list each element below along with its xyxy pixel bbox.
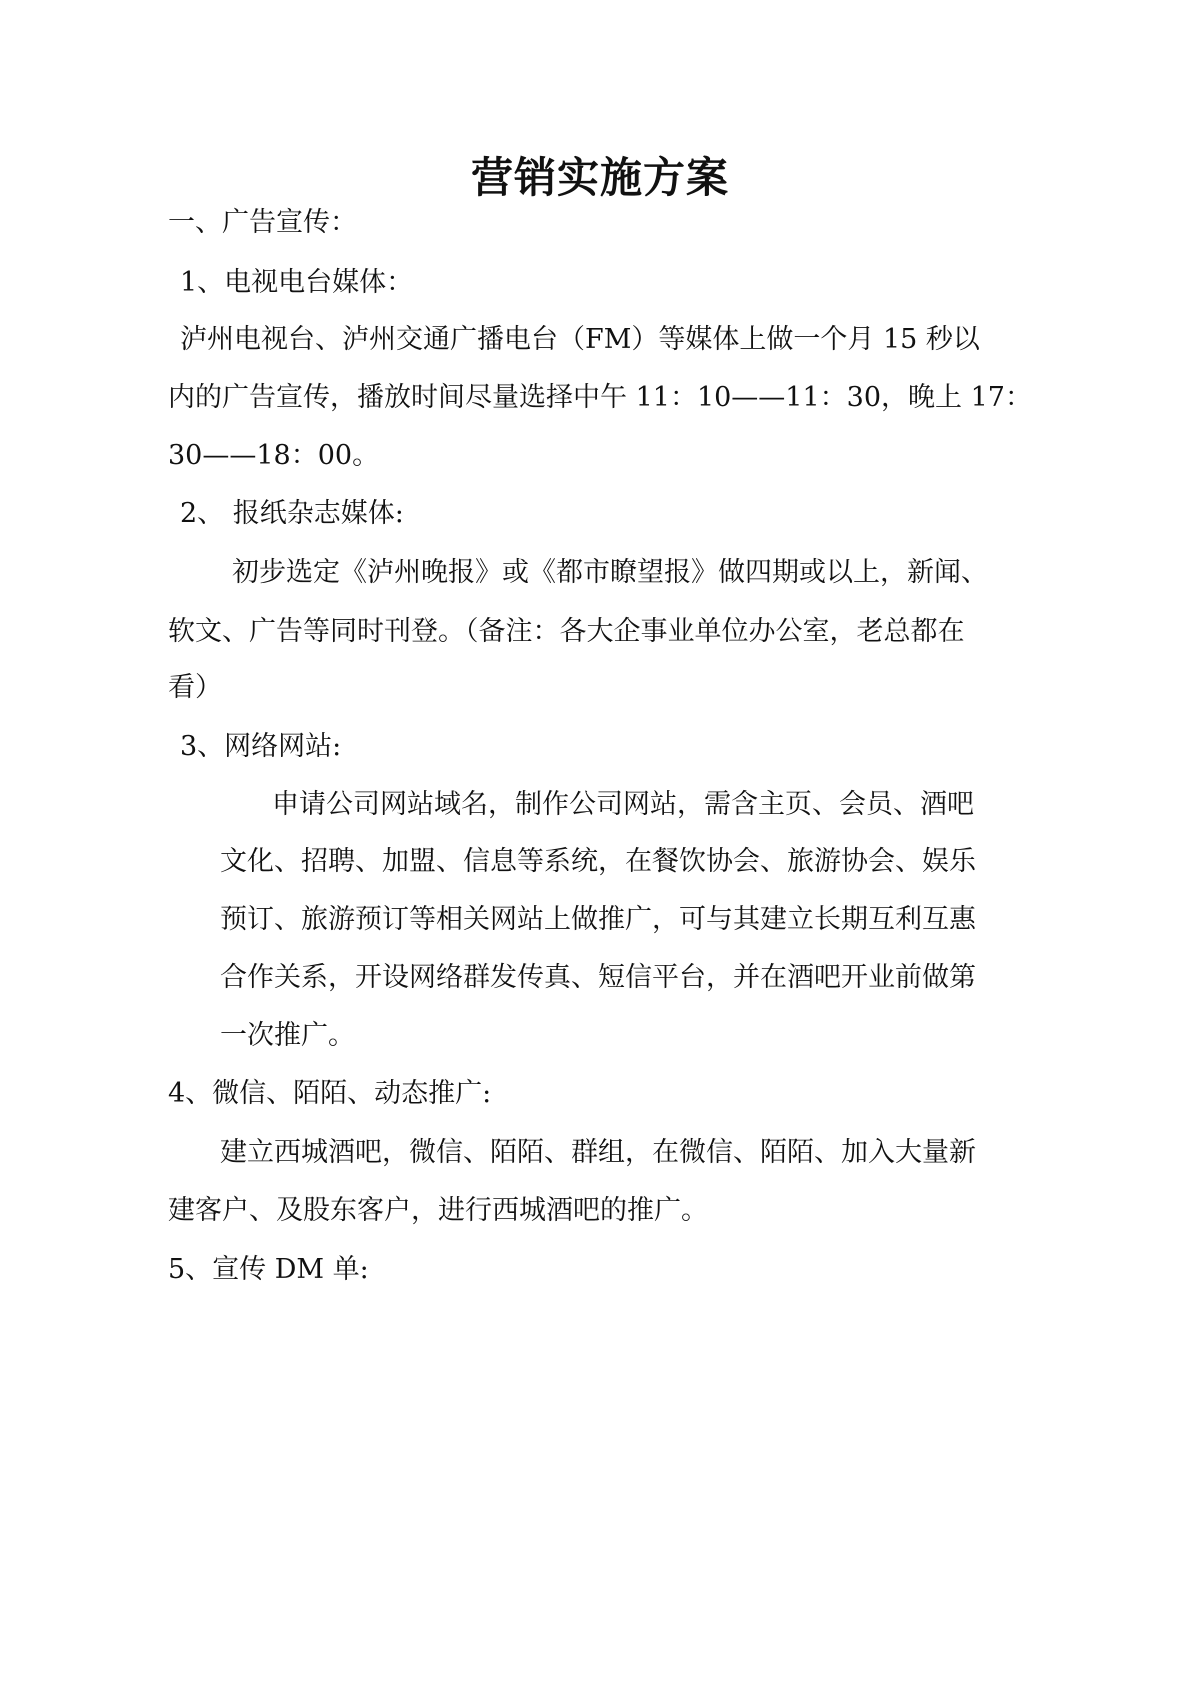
item-heading: 1、电视电台媒体： (180, 267, 414, 298)
paragraph-line: 合作关系，开设网络群发传真、短信平台，并在酒吧开业前做第 (220, 962, 976, 993)
paragraph-line: 泸州电视台、泸州交通广播电台（FM）等媒体上做一个月 15 秒以 (180, 324, 980, 355)
paragraph-line: 内的广告宣传，播放时间尽量选择中午 11：10——11：30，晚上 17： (168, 382, 1032, 413)
item-heading: 2、 报纸杂志媒体: (180, 498, 404, 529)
section-heading: 一、广告宣传： (168, 207, 357, 238)
item-heading: 4、微信、陌陌、动态推广: (168, 1078, 492, 1109)
paragraph-line: 30——18：00。 (168, 440, 380, 471)
paragraph-line: 看） (168, 672, 222, 703)
paragraph-line: 建立西城酒吧，微信、陌陌、群组，在微信、陌陌、加入大量新 (220, 1137, 976, 1168)
paragraph-line: 软文、广告等同时刊登。（备注：各大企事业单位办公室，老总都在 (168, 616, 965, 647)
paragraph-line: 申请公司网站域名，制作公司网站，需含主页、会员、酒吧 (272, 789, 974, 820)
document-title: 营销实施方案 (470, 153, 729, 202)
paragraph-line: 建客户、及股东客户，进行西城酒吧的推广。 (168, 1195, 708, 1226)
paragraph-line: 一次推广。 (220, 1020, 355, 1051)
paragraph-line: 文化、招聘、加盟、信息等系统，在餐饮协会、旅游协会、娱乐 (220, 846, 976, 877)
paragraph-line: 初步选定《泸州晚报》或《都市瞭望报》做四期或以上，新闻、 (232, 557, 988, 588)
item-heading: 5、宣传 DM 单: (168, 1254, 369, 1285)
paragraph-line: 预订、旅游预订等相关网站上做推广，可与其建立长期互利互惠 (220, 904, 976, 935)
item-heading: 3、网络网站: (180, 731, 342, 762)
